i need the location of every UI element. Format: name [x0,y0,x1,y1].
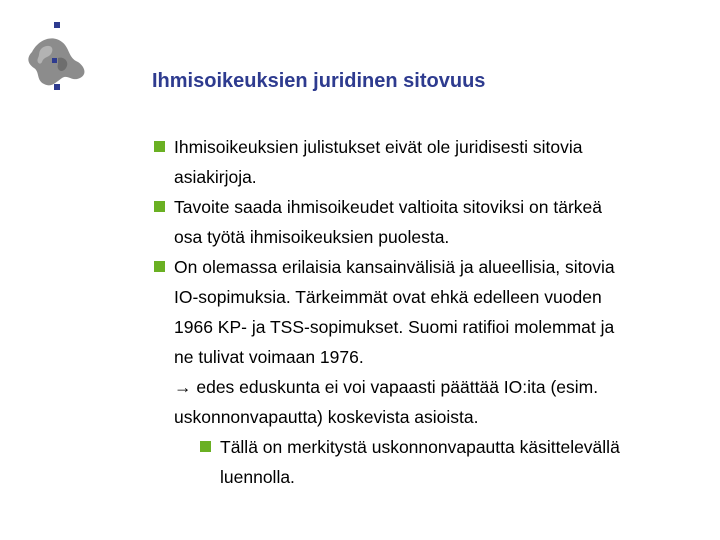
bullet-text: osa työtä ihmisoikeuksien puolesta. [174,227,450,247]
bullet-square-icon [200,441,211,452]
bullet-text: ne tulivat voimaan 1976. [174,347,364,367]
page-title: Ihmisoikeuksien juridinen sitovuus [152,70,486,92]
bullet-item-2 [150,192,695,222]
university-logo-icon [18,22,90,102]
sub-bullet-item-1-continued [150,462,695,492]
bullet-item-3-continued [150,372,695,402]
bullet-item-1-continued [150,162,695,192]
bullet-text: → edes eduskunta ei voi vapaasti päättää IO:ita (esim. [174,377,599,397]
bullet-text: luennolla. [220,467,295,487]
bullet-square-icon [154,141,165,152]
bullet-text: Tällä on merkitystä uskonnonvapautta käsittelevällä [220,437,620,457]
sub-bullet-item-1 [150,432,695,462]
bullet-text: Ihmisoikeuksien julistukset eivät ole juridisesti sitovia [174,137,583,157]
bullet-item-2-continued [150,222,695,252]
bullet-text: 1966 KP- ja TSS-sopimukset. Suomi ratifioi molemmat ja [174,317,615,337]
bullet-text: IO-sopimuksia. Tärkeimmät ovat ehkä edelleen vuoden [174,287,602,307]
bullet-square-icon [154,261,165,272]
bullet-item-1 [150,132,695,162]
bullet-text: Tavoite saada ihmisoikeudet valtioita sitoviksi on tärkeä [174,197,602,217]
bullet-item-3-continued [150,312,695,342]
bullet-text: uskonnonvapautta) koskevista asioista. [174,407,479,427]
bullet-item-3-continued [150,342,695,372]
bullet-item-3-continued [150,282,695,312]
bullet-list [150,132,695,492]
bullet-text: On olemassa erilaisia kansainvälisiä ja alueellisia, sitovia [174,257,615,277]
bullet-square-icon [154,201,165,212]
bullet-text: asiakirjoja. [174,167,257,187]
bullet-item-3 [150,252,695,282]
bullet-item-3-continued [150,402,695,432]
